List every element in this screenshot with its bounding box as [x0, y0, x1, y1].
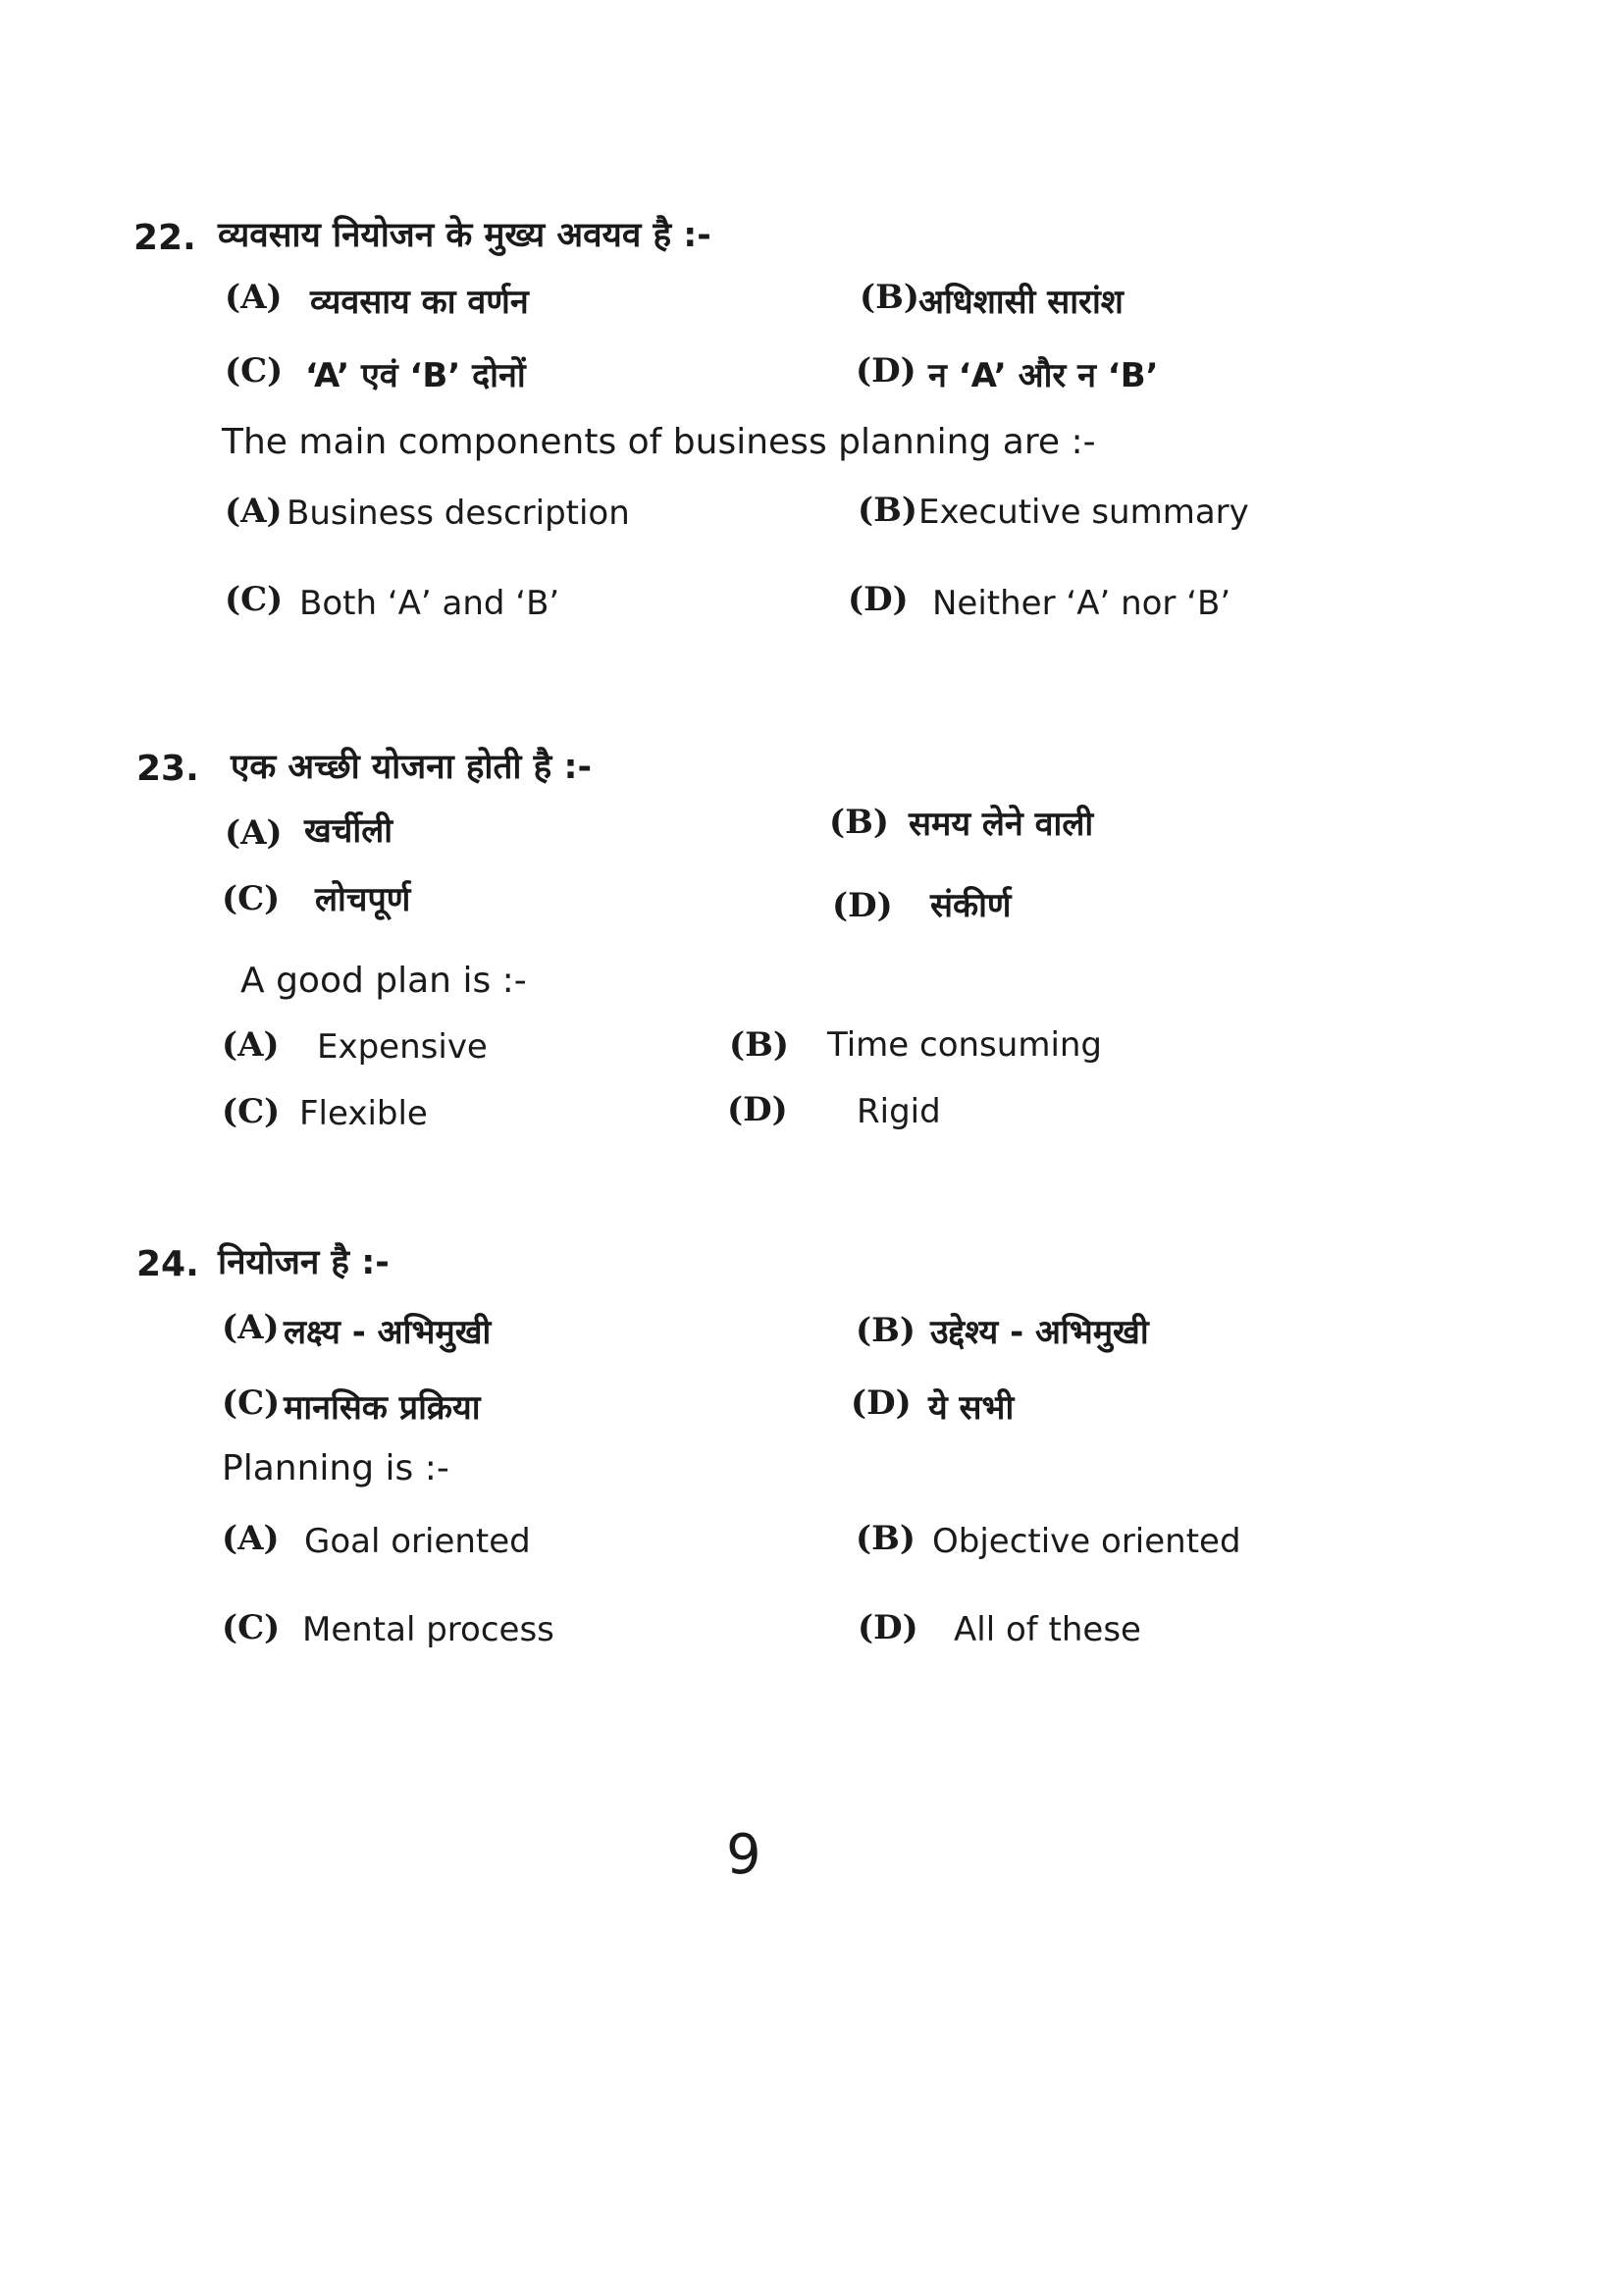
option-label: (D) [851, 1383, 912, 1423]
option-label: (C) [225, 580, 284, 619]
option-label: (C) [222, 879, 281, 918]
option-text-hindi: अधिशासी सारांश [918, 283, 1124, 322]
option-text-hindi: संकीर्ण [930, 886, 1012, 925]
option-text-hindi: न ‘A’ और न ‘B’ [928, 356, 1159, 395]
option-text-hindi: लोचपूर्ण [315, 880, 411, 919]
option-label: (A) [225, 813, 283, 853]
option-label: (C) [222, 1608, 281, 1647]
question-text-hindi: एक अच्छी योजना होती है :- [231, 748, 592, 787]
option-text-english: Rigid [857, 1092, 941, 1131]
option-label: (C) [222, 1383, 281, 1423]
option-text-english: Mental process [302, 1610, 554, 1649]
option-label: (B) [858, 491, 917, 530]
option-label: (A) [225, 492, 283, 531]
option-label: (D) [858, 1608, 918, 1647]
option-text-english: All of these [954, 1610, 1141, 1649]
option-label: (D) [848, 580, 909, 619]
option-text-english: Business description [287, 494, 630, 533]
question-text-english: A good plan is :- [240, 961, 527, 1001]
option-text-hindi: ‘A’ एवं ‘B’ दोनों [305, 356, 526, 395]
option-label: (A) [222, 1025, 280, 1065]
question-text-hindi: व्यवसाय नियोजन के मुख्य अवयव है :- [218, 216, 711, 255]
option-text-english: Both ‘A’ and ‘B’ [299, 584, 560, 623]
question-text-hindi: नियोजन है :- [218, 1243, 390, 1282]
option-label: (A) [225, 278, 283, 317]
option-label: (C) [222, 1092, 281, 1131]
option-text-hindi: समय लेने वाली [909, 805, 1094, 844]
option-label: (D) [727, 1090, 788, 1129]
option-text-english: Executive summary [918, 493, 1249, 532]
option-label: (B) [856, 1311, 916, 1350]
option-label: (B) [856, 1519, 916, 1558]
option-text-english: Time consuming [827, 1025, 1103, 1065]
question-text-english: Planning is :- [222, 1448, 449, 1488]
option-text-hindi: लक्ष्य - अभिमुखी [284, 1313, 492, 1352]
question-number: 24. [136, 1244, 199, 1284]
option-text-english: Flexible [299, 1094, 428, 1133]
option-label: (A) [222, 1308, 280, 1347]
question-number: 22. [133, 218, 196, 258]
option-label: (B) [829, 803, 889, 842]
option-text-english: Goal oriented [304, 1522, 531, 1561]
question-text-english: The main components of business planning are :- [222, 422, 1096, 462]
option-label: (C) [225, 351, 284, 391]
page-number: 9 [726, 1823, 761, 1887]
option-label: (D) [856, 351, 916, 391]
option-text-hindi: उद्देश्य - अभिमुखी [930, 1313, 1149, 1352]
option-text-hindi: व्यवसाय का वर्णन [310, 283, 529, 322]
option-label: (B) [860, 278, 919, 317]
option-label: (A) [222, 1519, 280, 1558]
question-number: 23. [136, 749, 199, 789]
option-text-hindi: ये सभी [928, 1388, 1015, 1428]
option-text-english: Objective oriented [932, 1522, 1241, 1561]
option-text-english: Expensive [317, 1027, 488, 1067]
option-text-hindi: खर्चीली [304, 811, 393, 851]
option-text-english: Neither ‘A’ nor ‘B’ [932, 584, 1231, 623]
option-label: (D) [832, 886, 893, 925]
option-label: (B) [729, 1025, 789, 1065]
option-text-hindi: मानसिक प्रक्रिया [284, 1388, 481, 1428]
